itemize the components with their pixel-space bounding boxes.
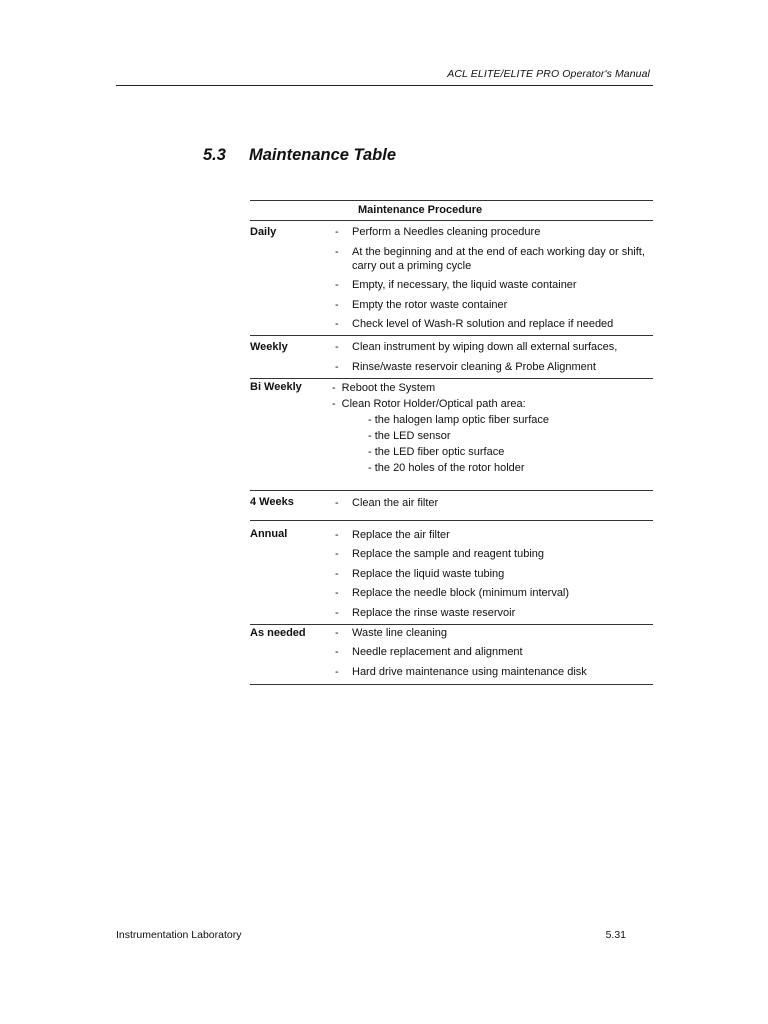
- list-item: - Reboot the System: [332, 381, 436, 394]
- table-row-annual: [250, 521, 653, 625]
- section-number: 5.3: [203, 146, 226, 164]
- row-label: As needed: [250, 626, 306, 639]
- table-row-4-weeks: [250, 491, 653, 521]
- list-item: - Replace the sample and reagent tubing: [335, 548, 545, 560]
- list-item: - Replace the needle block (minimum interval): [335, 587, 570, 599]
- section-heading: [203, 146, 396, 165]
- list-item: - Replace the rinse waste reservoir: [335, 606, 516, 619]
- sub-list-item: - the LED fiber optic surface: [368, 445, 505, 458]
- row-label: 4 Weeks: [250, 495, 294, 508]
- footer-publisher: Instrumentation Laboratory: [116, 929, 242, 941]
- row-label: Daily: [250, 226, 277, 238]
- maintenance-table: [250, 200, 653, 685]
- list-item: - At the beginning and at the end of each working day or shift, carry out a priming cycle: [335, 245, 645, 272]
- section-title: Maintenance Table: [249, 146, 397, 164]
- sub-list-item: - the LED sensor: [368, 429, 451, 442]
- list-item: - Empty, if necessary, the liquid waste container: [335, 279, 577, 291]
- sub-list-item: - the halogen lamp optic fiber surface: [368, 413, 549, 426]
- table-row-weekly: [250, 336, 653, 379]
- sub-list-item: - the 20 holes of the rotor holder: [368, 461, 525, 474]
- list-item: - Clean instrument by wiping down all external surfaces,: [335, 341, 618, 353]
- list-item: - Rinse/waste reservoir cleaning & Probe Alignment: [335, 360, 596, 373]
- page-number: 5.31: [605, 929, 626, 941]
- list-item: - Replace the air filter: [335, 528, 450, 541]
- list-item: - Clean the air filter: [335, 496, 439, 509]
- list-item: - Check level of Wash-R solution and replace if needed: [335, 318, 614, 330]
- header-rule: [116, 85, 653, 86]
- list-item: - Perform a Needles cleaning procedure: [335, 226, 541, 238]
- list-item: - Needle replacement and alignment: [335, 646, 523, 658]
- list-item: - Replace the liquid waste tubing: [335, 567, 505, 580]
- row-label: Bi Weekly: [250, 380, 302, 393]
- column-header: Maintenance Procedure: [358, 204, 483, 216]
- list-item: - Waste line cleaning: [335, 626, 447, 639]
- row-label: Weekly: [250, 341, 288, 353]
- table-row-as-needed: [250, 625, 653, 685]
- list-item: - Clean Rotor Holder/Optical path area:: [332, 397, 526, 410]
- table-row-daily: [250, 221, 653, 336]
- table-header: [250, 200, 653, 221]
- header-title: ACL ELITE/ELITE PRO Operator's Manual: [447, 68, 650, 80]
- list-item: - Empty the rotor waste container: [335, 298, 508, 311]
- row-label: Annual: [250, 527, 288, 540]
- list-item: - Hard drive maintenance using maintenance disk: [335, 665, 587, 678]
- table-row-bi-weekly: [250, 379, 653, 491]
